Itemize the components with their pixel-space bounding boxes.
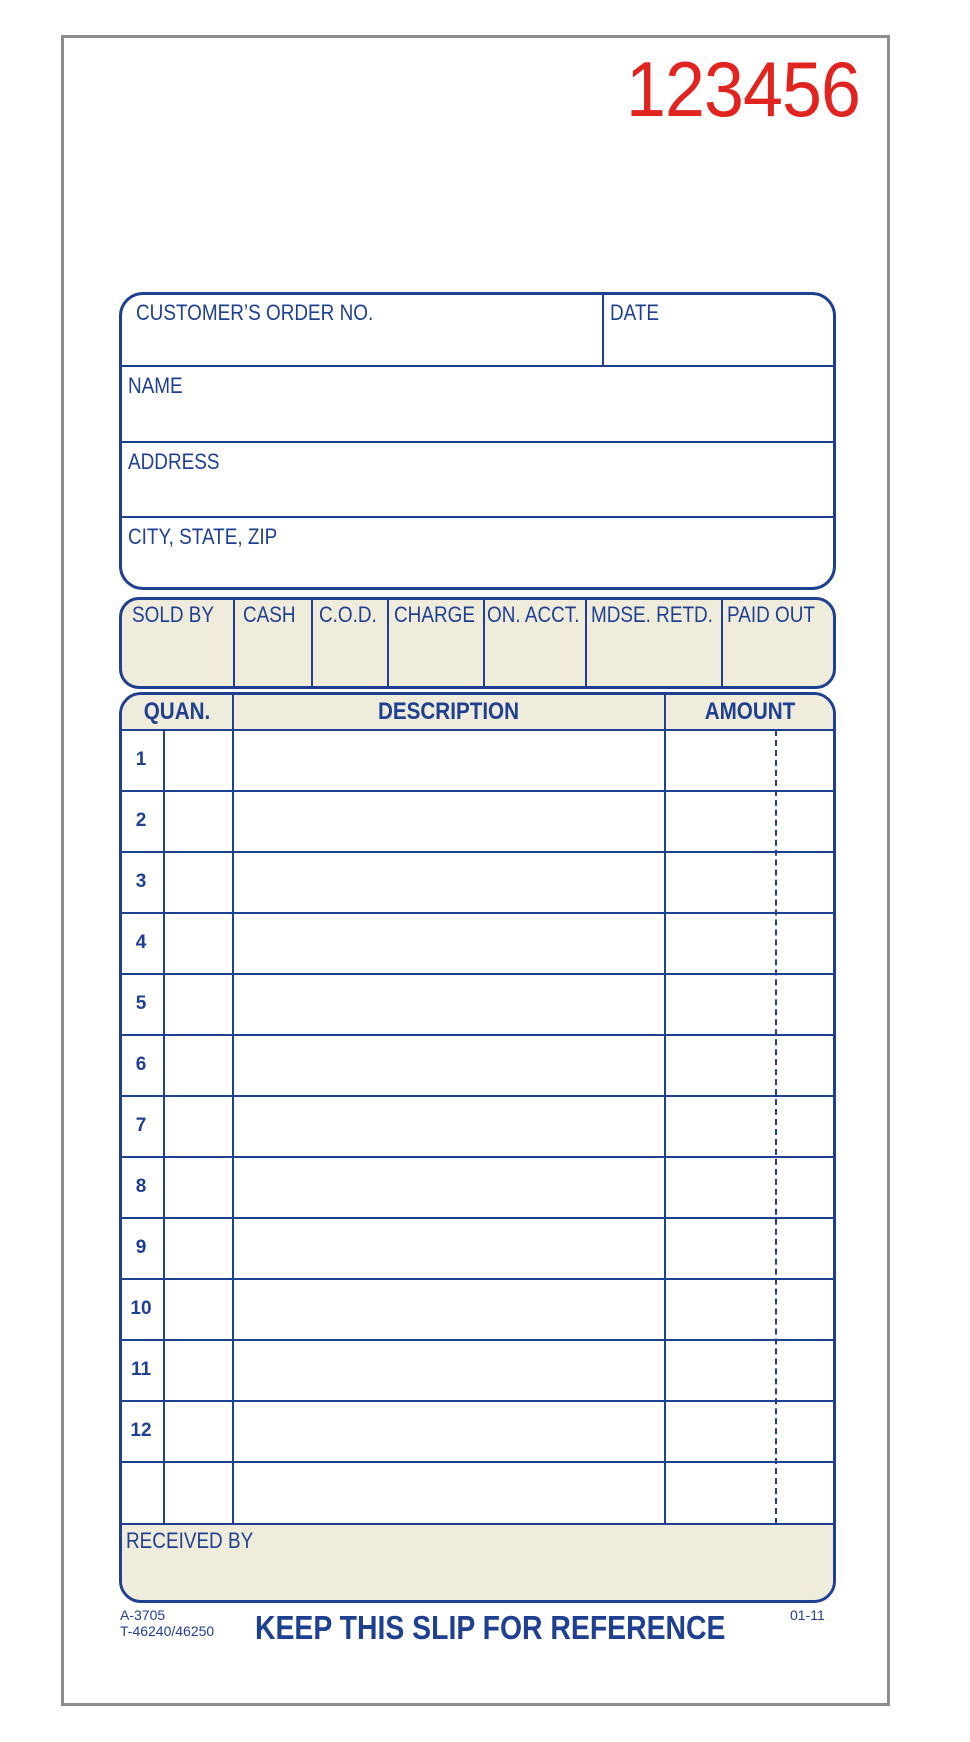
payment-divider-4 [483,599,485,687]
customer-divider-2 [121,441,834,443]
quan-header: QUAN. [143,698,211,725]
table-row-divider [121,790,834,792]
row-number: 3 [135,871,147,892]
name-label: NAME [128,373,183,398]
items-table [119,692,836,1603]
payment-label-paid-out: PAID OUT [727,602,815,627]
address-label: ADDRESS [128,449,220,474]
row-number: 10 [130,1298,152,1319]
table-row-divider [121,851,834,853]
table-row-divider [121,1217,834,1219]
row-number: 11 [130,1359,152,1380]
row-number: 1 [135,749,147,770]
row-number: 2 [135,810,147,831]
amount-header: AMOUNT [704,698,796,725]
row-number-divider [163,730,165,1524]
payment-label-mdse-retd: MDSE. RETD. [591,602,713,627]
table-row-divider [121,1400,834,1402]
row-number: 12 [130,1420,152,1441]
payment-divider-2 [311,599,313,687]
row-number: 9 [135,1237,147,1258]
customer-divider-3 [121,516,834,518]
table-row-divider [121,1095,834,1097]
customer-divider-1 [121,365,834,367]
table-header-divider [121,729,834,731]
table-row-divider [121,1156,834,1158]
keep-slip-message: KEEP THIS SLIP FOR REFERENCE [255,1609,726,1646]
payment-label-sold-by: SOLD BY [132,602,215,627]
table-row-divider [121,1034,834,1036]
payment-label-on-acct: ON. ACCT. [487,602,580,627]
customer-order-no-label: CUSTOMER’S ORDER NO. [136,300,374,325]
form-code: A-3705 [120,1607,166,1623]
table-row-divider [121,1461,834,1463]
row-number: 8 [135,1176,147,1197]
payment-label-cod: C.O.D. [319,602,377,627]
payment-label-charge: CHARGE [394,602,475,627]
row-number: 6 [135,1054,147,1075]
payment-divider-5 [585,599,587,687]
description-header: DESCRIPTION [377,698,520,725]
city-state-zip-label: CITY, STATE, ZIP [128,524,278,549]
row-number: 5 [135,993,147,1014]
payment-divider-3 [387,599,389,687]
row-number: 7 [135,1115,147,1136]
revision-code: 01-11 [790,1607,825,1623]
table-row-divider [121,973,834,975]
table-row-divider [121,1339,834,1341]
payment-divider-1 [233,599,235,687]
date-divider [602,294,604,366]
serial-number: 123456 [626,45,860,133]
table-row-divider [121,1278,834,1280]
payment-divider-6 [721,599,723,687]
amount-cents-divider [775,730,777,1524]
part-numbers: T-46240/46250 [120,1623,215,1639]
received-by-label: RECEIVED BY [126,1528,254,1553]
date-label: DATE [610,300,660,325]
row-number: 4 [135,932,147,953]
table-row-divider [121,912,834,914]
payment-label-cash: CASH [243,602,296,627]
